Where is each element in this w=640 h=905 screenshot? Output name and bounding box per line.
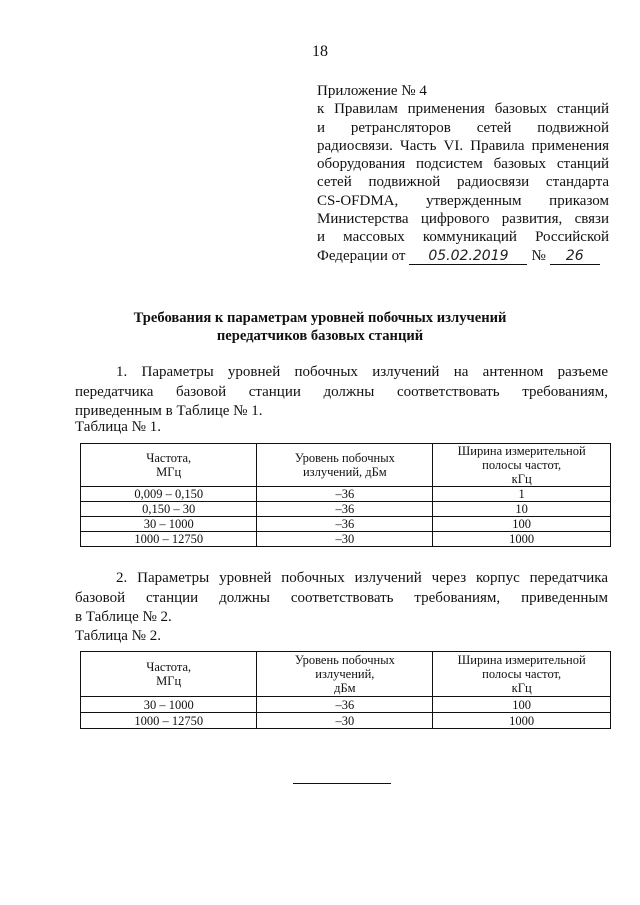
table-header-row: [81, 444, 611, 487]
header-text: полосы частот,: [482, 667, 562, 681]
number-label: №: [531, 247, 546, 264]
table-row: [81, 697, 611, 713]
cell-frequency: 0,150 – 30: [81, 502, 257, 517]
header-text: Ширина измерительной: [457, 653, 586, 667]
cell-level: –36: [257, 502, 433, 517]
section-heading: [0, 309, 640, 345]
cell-level: –30: [257, 532, 433, 547]
header-frequency: [81, 444, 257, 487]
header-emission-level: [257, 652, 433, 697]
appendix-line: оборудования подсистем базовых станций: [317, 156, 609, 173]
paragraph-line: в Таблице № 2.: [75, 609, 172, 625]
cell-bandwidth: 1: [433, 487, 611, 502]
cell-frequency: 1000 – 12750: [81, 713, 257, 729]
header-text: Ширина измерительной: [457, 444, 586, 458]
cell-bandwidth: 100: [433, 697, 611, 713]
table-2-caption: Таблица № 2.: [75, 628, 161, 644]
paragraph-line: 2. Параметры уровней побочных излучений через корпус передатчика: [116, 570, 608, 586]
table-row: [81, 502, 611, 517]
cell-level: –36: [257, 697, 433, 713]
heading-line: передатчиков базовых станций: [216, 328, 424, 344]
appendix-title: Приложение № 4: [317, 83, 427, 99]
header-bandwidth: [433, 652, 611, 697]
header-frequency: [81, 652, 257, 697]
cell-bandwidth: 1000: [433, 532, 611, 547]
table-1-caption: Таблица № 1.: [75, 419, 161, 435]
paragraph-line: 1. Параметры уровней побочных излучений на антенном разъеме: [116, 364, 608, 380]
appendix-body: [317, 100, 609, 265]
table-row: [81, 532, 611, 547]
footer-divider: [293, 783, 391, 784]
cell-level: –36: [257, 487, 433, 502]
header-text: Уровень побочных: [294, 451, 395, 465]
appendix-line: к Правилам применения базовых станций: [317, 101, 609, 118]
header-text: излучений,: [315, 667, 375, 681]
paragraph-line: базовой станции должны соответствовать требованиям, приведенным: [75, 589, 608, 606]
cell-bandwidth: 10: [433, 502, 611, 517]
heading-line: Требования к параметрам уровней побочных излучений: [133, 310, 507, 326]
header-text: Частота,: [146, 660, 192, 674]
signature-label: Федерации от: [317, 247, 406, 264]
header-text: Частота,: [146, 451, 192, 465]
cell-level: –30: [257, 713, 433, 729]
paragraph-line: передатчика базовой станции должны соответствовать требованиям,: [75, 383, 608, 400]
cell-frequency: 30 – 1000: [81, 697, 257, 713]
table-row: [81, 487, 611, 502]
header-text: МГц: [156, 465, 182, 479]
cell-frequency: 30 – 1000: [81, 517, 257, 532]
cell-bandwidth: 1000: [433, 713, 611, 729]
header-text: дБм: [334, 681, 356, 695]
cell-frequency: 1000 – 12750: [81, 532, 257, 547]
table-1: [80, 443, 611, 547]
appendix-line: и ретрансляторов сетей подвижной: [317, 119, 609, 136]
table-header-row: [81, 652, 611, 697]
cell-bandwidth: 100: [433, 517, 611, 532]
signature-date-handwritten: 05.02.2019: [409, 248, 527, 265]
appendix-line: сетей подвижной радиосвязи стандарта: [317, 174, 609, 191]
cell-level: –36: [257, 517, 433, 532]
appendix-line: радиосвязи. Часть VI. Правила применения: [317, 137, 609, 154]
appendix-block: [317, 82, 609, 265]
signature-number-handwritten: 26: [550, 248, 600, 265]
signature-line: [317, 247, 609, 265]
header-text: Уровень побочных: [294, 653, 395, 667]
page-number: 18: [312, 43, 328, 60]
table-2: [80, 651, 611, 729]
paragraph-line: приведенным в Таблице № 1.: [75, 403, 263, 419]
appendix-line: и массовых коммуникаций Российской: [317, 229, 609, 246]
header-emission-level: [257, 444, 433, 487]
paragraph-1: [75, 363, 608, 422]
header-text: излучений, дБм: [302, 465, 387, 479]
header-text: кГц: [511, 472, 532, 486]
appendix-line: CS-OFDMA, утвержденным приказом: [317, 192, 609, 209]
table-row: [81, 713, 611, 729]
header-bandwidth: [433, 444, 611, 487]
header-text: полосы частот,: [482, 458, 562, 472]
paragraph-2: [75, 569, 608, 628]
header-text: МГц: [156, 674, 182, 688]
cell-frequency: 0,009 – 0,150: [81, 487, 257, 502]
header-text: кГц: [511, 681, 532, 695]
appendix-line: Министерства цифрового развития, связи: [317, 211, 609, 228]
table-row: [81, 517, 611, 532]
